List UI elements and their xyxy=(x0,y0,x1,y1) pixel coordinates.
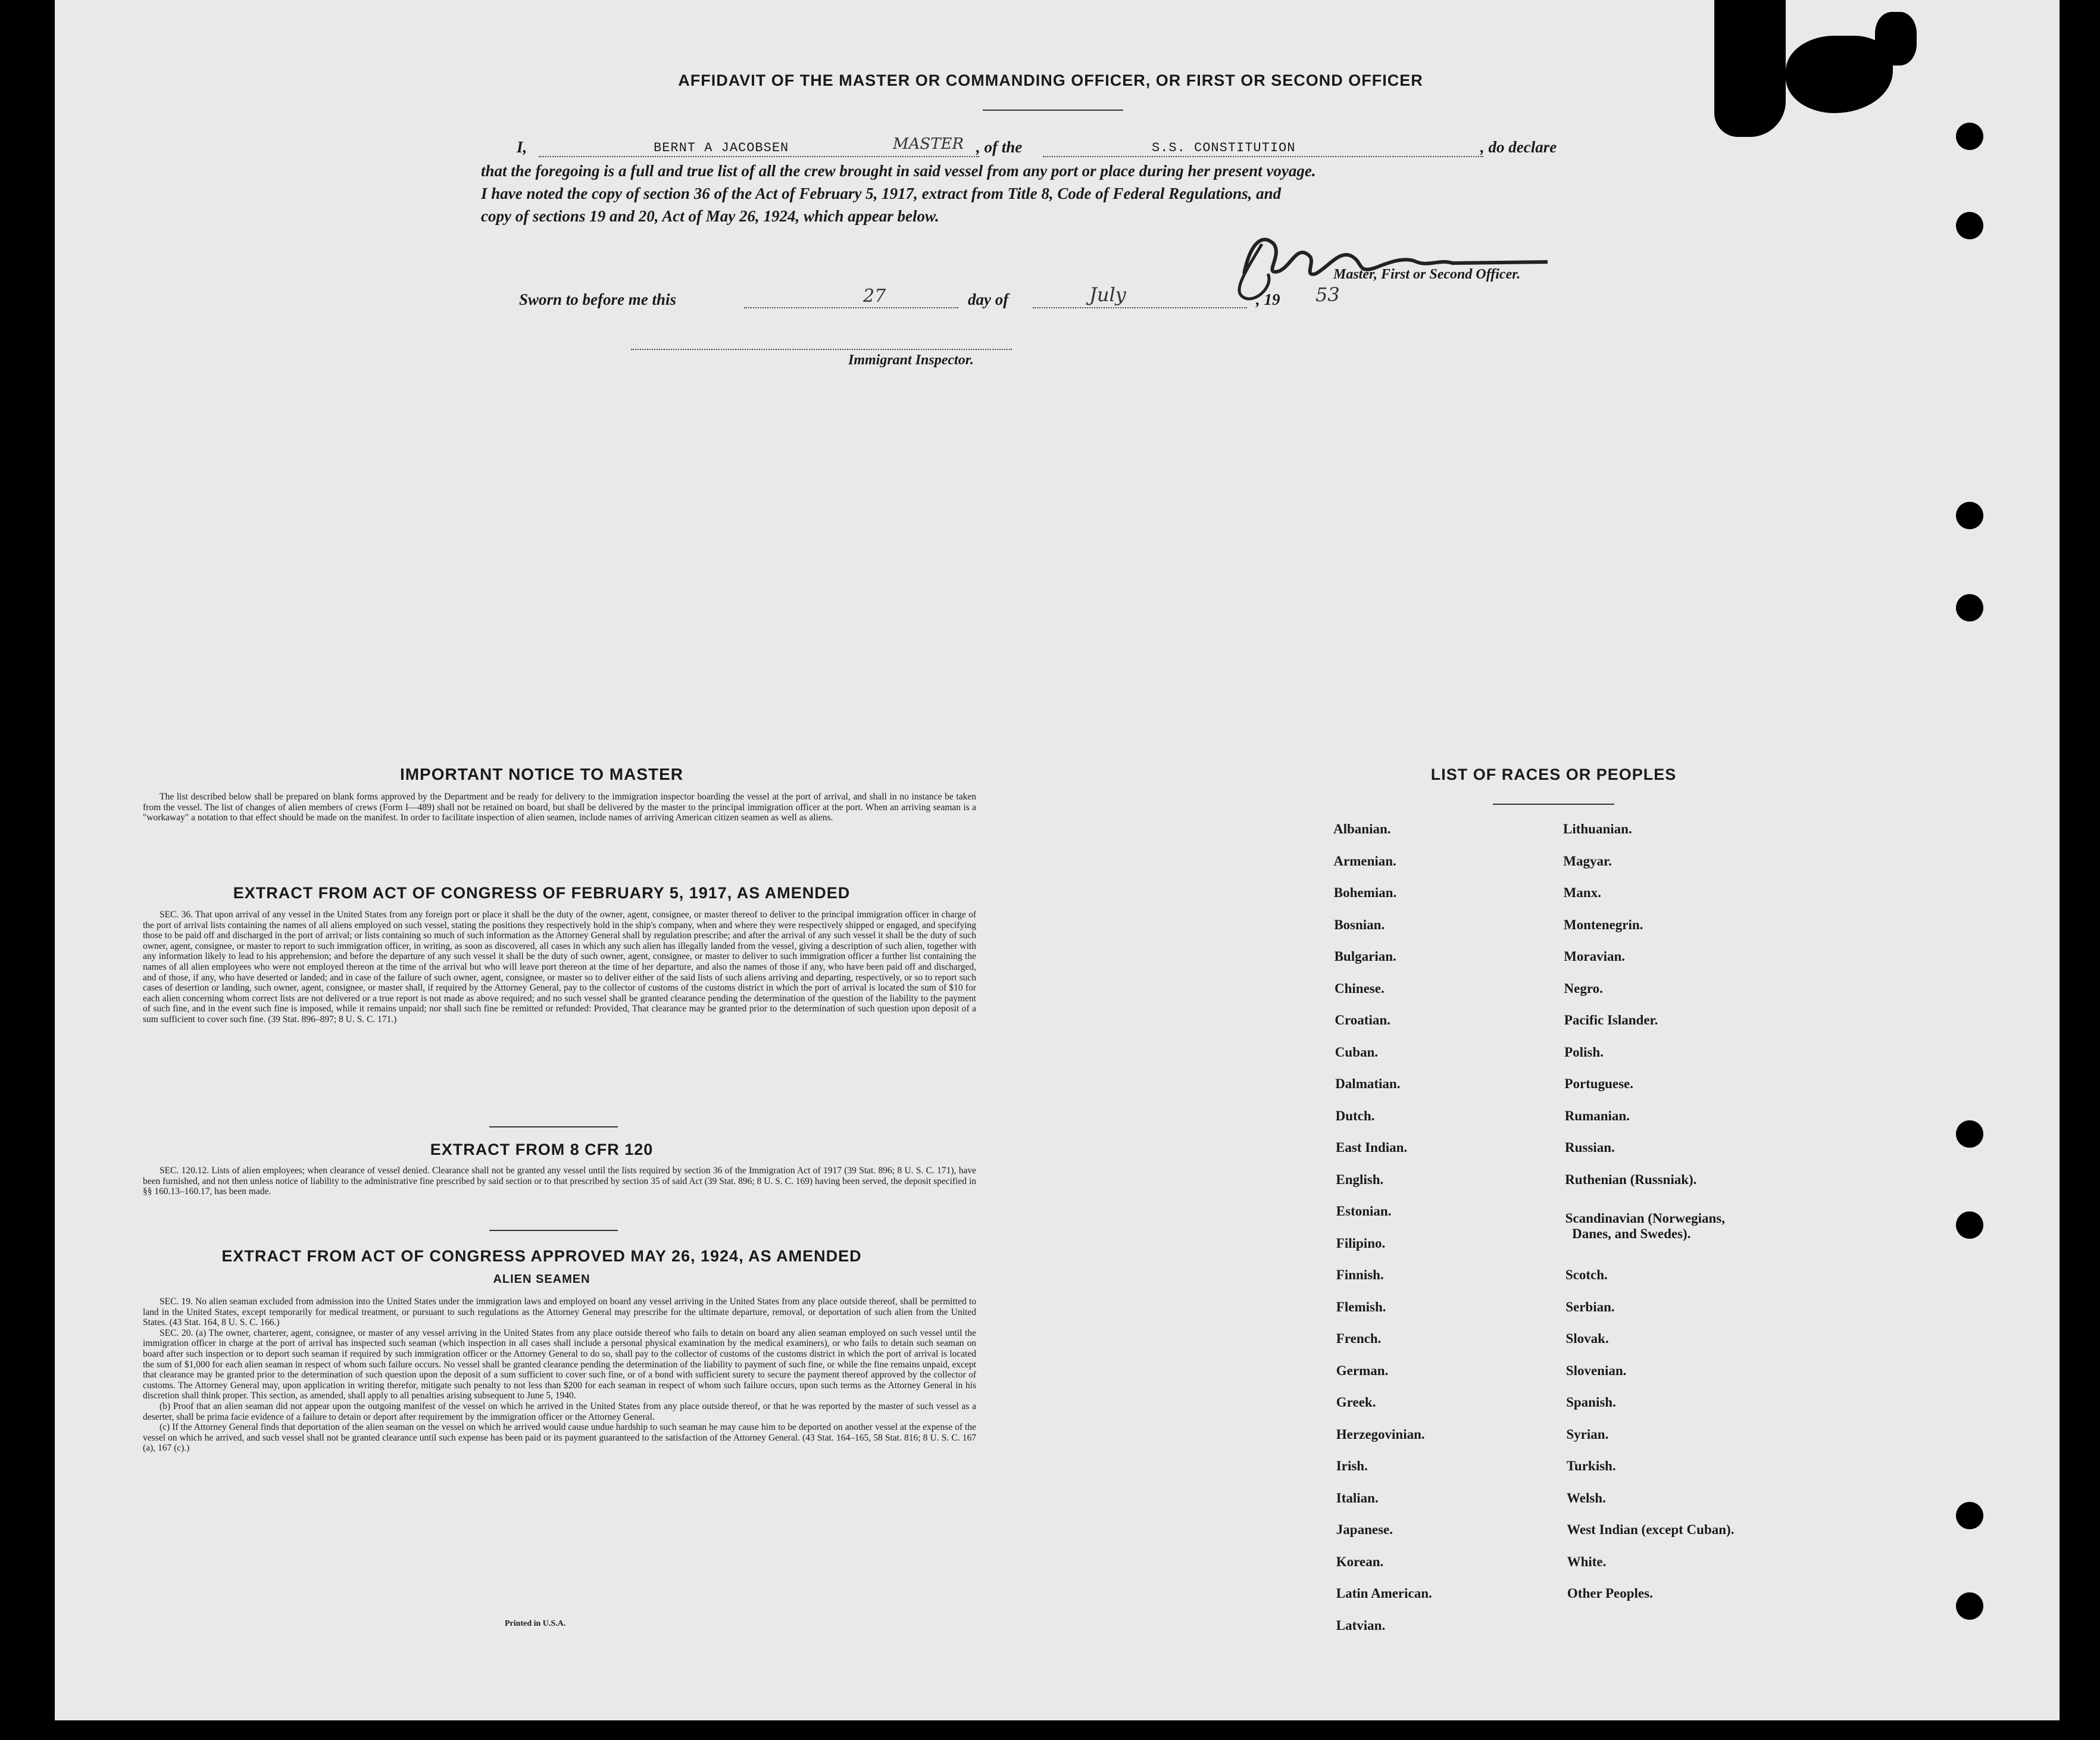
title-rule xyxy=(983,110,1123,111)
race-item: Turkish. xyxy=(1566,1458,1616,1473)
race-item: Rumanian. xyxy=(1564,1108,1630,1123)
sworn-label: Sworn to before me this xyxy=(519,290,677,308)
race-item: Bosnian. xyxy=(1334,917,1385,932)
name-line xyxy=(539,156,979,157)
race-item: Herzegovinian. xyxy=(1336,1426,1425,1442)
race-item: French. xyxy=(1336,1331,1382,1346)
race-item: Croatian. xyxy=(1335,1013,1390,1027)
inspector-line xyxy=(631,349,1012,350)
section-rule xyxy=(489,1230,618,1231)
extract2-body xyxy=(143,1166,976,1197)
race-item: Slovak. xyxy=(1565,1331,1609,1346)
notice-body xyxy=(143,792,976,823)
race-item: White. xyxy=(1567,1554,1607,1569)
punch-hole xyxy=(1956,502,1983,529)
race-item: Italian. xyxy=(1336,1490,1379,1505)
inspector-caption: Immigrant Inspector. xyxy=(848,352,974,368)
day-of-label: day of xyxy=(968,290,1009,308)
race-item: Slovenian. xyxy=(1565,1363,1627,1378)
race-item: Other Peoples. xyxy=(1567,1586,1653,1601)
extract3-title: EXTRACT FROM ACT OF CONGRESS APPROVED MAY 26, 1924, AS AMENDED xyxy=(221,1247,862,1265)
sworn-year: 53 xyxy=(1315,283,1340,306)
extract1-title: EXTRACT FROM ACT OF CONGRESS OF FEBRUARY 5, 1917, AS AMENDED xyxy=(233,884,851,902)
race-item: Bulgarian. xyxy=(1334,949,1396,964)
torn-corner xyxy=(1714,0,1786,137)
race-item: English. xyxy=(1336,1172,1384,1187)
race-item: East Indian. xyxy=(1336,1140,1408,1155)
race-item: Bohemian. xyxy=(1333,885,1397,900)
race-item: Magyar. xyxy=(1563,853,1612,869)
section-19-text: SEC. 19. No alien seaman excluded from admission into the United States under the immigration laws and employed on board any vessel arriving in the United States from any place outside thereof, shall be permitted to land in the United States, except temporarily for medical treatment, or pursuant to such regulations as the Attorney General may prescribe for the ultimate departure, removal, or deportation of such alien from the United States. (43 Stat. 164, 8 U. S. C. 166.) xyxy=(143,1297,976,1328)
section-20c-text: (c) If the Attorney General finds that deportation of the alien seaman on the vessel on which he arrived would cause undue hardship to such seaman he may cause him to be deported on another vessel at the expense of the vessel on which he arrived, and such vessel shall not be granted clearance until such expense has been paid or its payment guaranteed to the satisfaction of the Attorney General. (43 Stat. 164–165, 58 Stat. 816; 8 U. S. C. 167 (a), 167 (c).) xyxy=(143,1422,976,1454)
race-item: Chinese. xyxy=(1335,980,1385,996)
extract1-body xyxy=(143,910,976,1025)
extract2-title: EXTRACT FROM 8 CFR 120 xyxy=(430,1141,654,1158)
races-title: LIST OF RACES OR PEOPLES xyxy=(1430,766,1677,783)
race-item: German. xyxy=(1336,1363,1389,1378)
section-rule xyxy=(489,1126,618,1127)
printed-in-usa: Printed in U.S.A. xyxy=(505,1619,566,1628)
race-item: Latin American. xyxy=(1336,1586,1432,1601)
race-item: Moravian. xyxy=(1564,949,1626,964)
declaration-line-4: copy of sections 19 and 20, Act of May 26, 1924, which appear below. xyxy=(481,207,939,225)
sworn-month: July xyxy=(1089,283,1126,306)
race-item: Greek. xyxy=(1336,1395,1376,1410)
race-item: Estonian. xyxy=(1336,1204,1392,1219)
race-item: Dalmatian. xyxy=(1335,1076,1401,1091)
race-item: Latvian. xyxy=(1336,1617,1386,1633)
torn-corner-fragment-2 xyxy=(1875,12,1917,65)
races-rule xyxy=(1493,804,1614,805)
punch-hole xyxy=(1956,1502,1983,1529)
race-item: Syrian. xyxy=(1566,1426,1609,1442)
race-item: Scandinavian (Norwegians, Danes, and Swedes). xyxy=(1565,1211,1725,1241)
race-item: Welsh. xyxy=(1567,1490,1606,1505)
race-item: Korean. xyxy=(1336,1554,1384,1569)
race-item: Filipino. xyxy=(1336,1235,1386,1251)
extract2-text: SEC. 120.12. Lists of alien employees; when clearance of vessel denied. Clearance shall not be granted any vessel until the lists required by section 36 of the Immigration Act of 1917 (39 Stat. 896; 8 U. S. C. 171), have been furnished, and not then unless notice of liability to the administrative fine prescribed by said section or to that prescribed by section 35 of said Act (39 Stat. 896; 8 U. S. C. 169) having been served, the deposit specified in §§ 160.13–160.17, has been made. xyxy=(143,1166,976,1197)
notice-title: IMPORTANT NOTICE TO MASTER xyxy=(399,765,684,783)
declaration-line-2: that the foregoing is a full and true list of all the crew brought in said vessel from any port or place during her present voyage. xyxy=(481,162,1316,180)
punch-hole xyxy=(1956,594,1983,621)
punch-hole xyxy=(1956,1592,1983,1620)
year-prefix: , 19 xyxy=(1256,290,1280,308)
punch-hole xyxy=(1956,1211,1983,1239)
race-item: Montenegrin. xyxy=(1563,917,1643,932)
race-item: Dutch. xyxy=(1335,1108,1375,1123)
extract3-body xyxy=(143,1297,976,1454)
race-item: Spanish. xyxy=(1566,1395,1616,1410)
declarant-name: BERNT A JACOBSEN xyxy=(654,140,789,155)
race-item: Scotch. xyxy=(1565,1267,1608,1282)
of-the-label: , of the xyxy=(976,138,1023,156)
declarant-rank: MASTER xyxy=(893,135,964,153)
race-item: Armenian. xyxy=(1333,853,1396,869)
race-item: Russian. xyxy=(1565,1140,1615,1155)
master-caption: Master, First or Second Officer. xyxy=(1333,267,1521,282)
declare-label: , do declare xyxy=(1480,138,1557,156)
declaration-line-3: I have noted the copy of section 36 of the Act of February 5, 1917, extract from Title 8, Code of Federal Regulations, and xyxy=(481,185,1282,202)
section-20a-text: SEC. 20. (a) The owner, charterer, agent, consignee, or master of any vessel arriving in the United States from any place outside thereof who fails to detain on board any alien seaman employed on such vessel until the immigration officer in charge at the port of arrival has inspected such seaman (which inspection in all cases shall include a personal physical examination by the medical examiners), or who fails to detain such seaman on board after such inspection or to deport such seaman if required by such immigration officer or the Attorney General to do so, shall pay to the collector of customs of the customs district in which the port of arrival is located the sum of $1,000 for each alien seaman in respect of whom such failure occurs. No vessel shall be granted clearance pending the determination of the liability to payment of such fine, or while the fine remains unpaid, except that clearance may be granted prior to the determination of such question upon the deposit of a sum sufficient to cover such fine, or of a bond with sufficient surety to secure the payment thereof approved by the collector of customs. The Attorney General may, upon application in writing therefor, mitigate such penalty to not less than $200 for each seaman in respect of whom such failure occurs, upon such terms as the Attorney General in his discretion shall think proper. This section, as amended, shall apply to all penalties arising subsequent to June 5, 1940. xyxy=(143,1327,976,1401)
race-item: Pacific Islander. xyxy=(1564,1013,1658,1027)
race-item: Serbian. xyxy=(1565,1299,1615,1314)
extract1-text: SEC. 36. That upon arrival of any vessel in the United States from any foreign port or place it shall be the duty of the owner, agent, consignee, or master thereof to deliver to the principal immigration officer in charge of the port of arrival lists containing the names of all aliens employed on such vessel, stating the positions they respectively hold in the ship's company, when and where they were respectively shipped or engaged, and specifying those to be paid off and discharged in the port of arrival; or lists containing so much of such information as the Attorney General shall by regulation prescribe; and after the arrival of any such vessel it shall be the duty of such owner, agent, consignee, or master to report to such immigration officer, in writing, as soon as discovered, all cases in which any such alien has illegally landed from the vessel, giving a description of such alien, together with any information likely to lead to his apprehension; and before the departure of any such vessel it shall be the duty of such owner, agent, consignee, or master to deliver to such immigration officer a further list containing the names of all alien employees who were not employed thereon at the time of the arrival but who will leave port thereon at the time of her departure, and also the names of those if any, who have been paid off and discharged, and of those, if any, who have deserted or landed; and in case of the failure of such owner, agent, consignee, or master so to deliver either of the said lists of such aliens arriving and departing, respectively, or so to report such cases of desertion or landing, such owner, agent, consignee, or master shall, if required by the Attorney General, pay to the collector of customs of the customs district in which the port of arrival is located the sum of $10 for each alien concerning whom correct lists are not delivered or a true report is not made as above required; and no such vessel shall be granted clearance pending the determination of the question of the liability to the payment of such fine, and in the event such fine is imposed, while it remains unpaid; nor shall such fine be remitted or refunded: Provided, That clearance may be granted prior to the determination of such question upon deposit of a sum sufficient to cover such fine. (39 Stat. 896–897; 8 U. S. C. 171.) xyxy=(143,910,976,1024)
race-item: Irish. xyxy=(1336,1458,1368,1473)
punch-hole xyxy=(1956,1120,1983,1148)
race-item: Albanian. xyxy=(1333,821,1391,836)
race-item: Manx. xyxy=(1563,885,1601,900)
sworn-day: 27 xyxy=(863,286,886,307)
document-page xyxy=(55,0,2060,1720)
notice-text: The list described below shall be prepared on blank forms approved by the Department and be ready for delivery to the immigration inspector boarding the vessel at the port of arrival, and shall in no instance be taken from the vessel. The list of changes of alien members of crews (Form I—489) shall not be retained on board, but shall be delivered by the master to the principal immigration officer at the port. When an arriving seaman is a "workaway" a notation to that effect should be made on the manifest. In order to facilitate inspection of alien seamen, include names of arriving American citizen seamen as well as aliens. xyxy=(143,792,976,823)
race-item: Flemish. xyxy=(1336,1299,1386,1314)
race-item: Finnish. xyxy=(1336,1267,1384,1282)
race-item: Polish. xyxy=(1564,1044,1604,1060)
section-20b-text: (b) Proof that an alien seaman did not appear upon the outgoing manifest of the vessel on which he arrived in the United States from any place outside thereof, or that he was reported by the master of such vessel as a deserter, shall be prima facie evidence of a failure to detain or deport after requirement by the immigration officer or the Attorney General. xyxy=(143,1401,976,1422)
race-item: Japanese. xyxy=(1336,1522,1393,1537)
race-item: Lithuanian. xyxy=(1563,821,1632,836)
affidavit-title: AFFIDAVIT OF THE MASTER OR COMMANDING OFFICER, OR FIRST OR SECOND OFFICER xyxy=(678,71,1423,89)
punch-hole xyxy=(1956,212,1983,239)
race-item: Portuguese. xyxy=(1564,1076,1634,1091)
race-item: West Indian (except Cuban). xyxy=(1567,1522,1735,1537)
punch-hole xyxy=(1956,123,1983,150)
vessel-line xyxy=(1043,156,1483,157)
race-item: Negro. xyxy=(1564,980,1603,996)
extract3-subtitle: ALIEN SEAMEN xyxy=(493,1273,590,1286)
race-item: Ruthenian (Russniak). xyxy=(1565,1172,1697,1187)
month-line xyxy=(1033,307,1247,308)
vessel-name: S.S. CONSTITUTION xyxy=(1152,140,1296,155)
race-item: Cuban. xyxy=(1335,1044,1379,1060)
day-line xyxy=(744,307,958,308)
declarant-label: I, xyxy=(517,138,527,156)
